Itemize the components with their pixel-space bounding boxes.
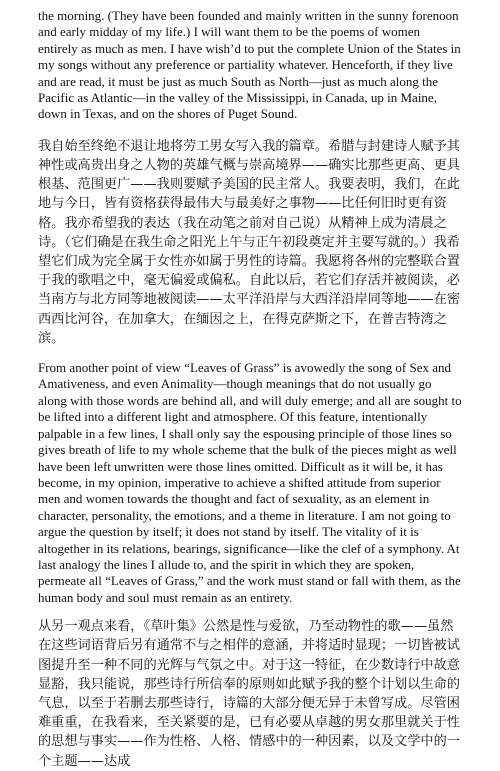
english-paragraph-2: From another point of view “Leaves of Grass” is avowedly the song of Sex and Amativeness, and even Animality—though meanings that do not usually go along with those words are behind all, and will duly emerge; and all are sought to be lifted into a different light and atmosphere. Of this feature, intentionally palpable in a few lines, I shall only say the espousing principle of those lines so gives breath of life to my whole scheme that the bulk of the pieces might as well have been left unwritten were those lines omitted. Difficult as it will be, it has become, in my opinion, imperative to achieve a shifted attitude from superior men and women towards the thought and fact of sexuality, as an element in character, personality, the emotions, and a theme in literature. I am not going to argue the question by itself; it does not stand by itself. The vitality of it is altogether in its relations, bearings, significance—like the clef of a symphony. At last analogy the lines I allude to, and the spirit in which they are spoken, permeate all “Leaves of Grass,” and the work must stand or fall with them, as the human body and soul must remain as an entirety. [38, 360, 462, 605]
chinese-paragraph-1: 我自始至终绝不退让地将劳工男女写入我的篇章。希腊与封建诗人赋予其神性或高贵出身之人物的英雄气概与崇高境界——确实比那些更高、更具根基、范围更广——我则要赋予美国的民主常人。我要表明，我们，在此地与今日，皆有资格获得最伟大与最美好之事物——比任何旧时更有资格。我亦希望我的表达（我在动笔之前对自己说）从精神上成为清晨之诗。（它们确是在我生命之阳光上午与正午初段奠定并主要写就的。）我希望它们成为完全属于女性亦如属于男性的诗篇。我愿将各州的完整联合置于我的歌唱之中，毫无偏爱或偏私。自此以后，若它们存活并被阅读，必当南方与北方同等地被阅读——太平洋沿岸与大西洋沿岸同等地——在密西西比河谷，在加拿大，在缅因之上，在得克萨斯之下，在普吉特湾之滨。 [38, 138, 460, 346]
english-paragraph-1: the morning. (They have been founded and mainly written in the sunny forenoon and early midday of my life.) I will want them to be the poems of women entirely as much as men. I have wish’d to put the complete Union of the States in my songs without any preference or partiality whatever. Henceforth, if they live and are read, it must be just as much South as North—just as much along the Pacific as Atlantic—in the valley of the Mississippi, in Canada, up in Maine, down in Texas, and on the shores of Puget Sound. [38, 8, 461, 122]
chinese-paragraph-2: 从另一观点来看，《草叶集》公然是性与爱欲，乃至动物性的歌——虽然在这些词语背后另有通常不与之相伴的意涵，并将适时显现；一切皆被试图提升至一种不同的光辉与气氛之中。对于这一特征，在少数诗行中故意显豁，我只能说，那些诗行所信奉的原则如此赋予我的整个计划以生命的气息，以至于若删去那些诗行，诗篇的大部分便无异于未曾写成。尽管困难重重，在我看来，至关紧要的是，已有必要从卓越的男女那里就关于性的思想与事实——作为性格、人格、情感中的一种因素，以及文学中的一个主题——达成 [38, 619, 460, 769]
